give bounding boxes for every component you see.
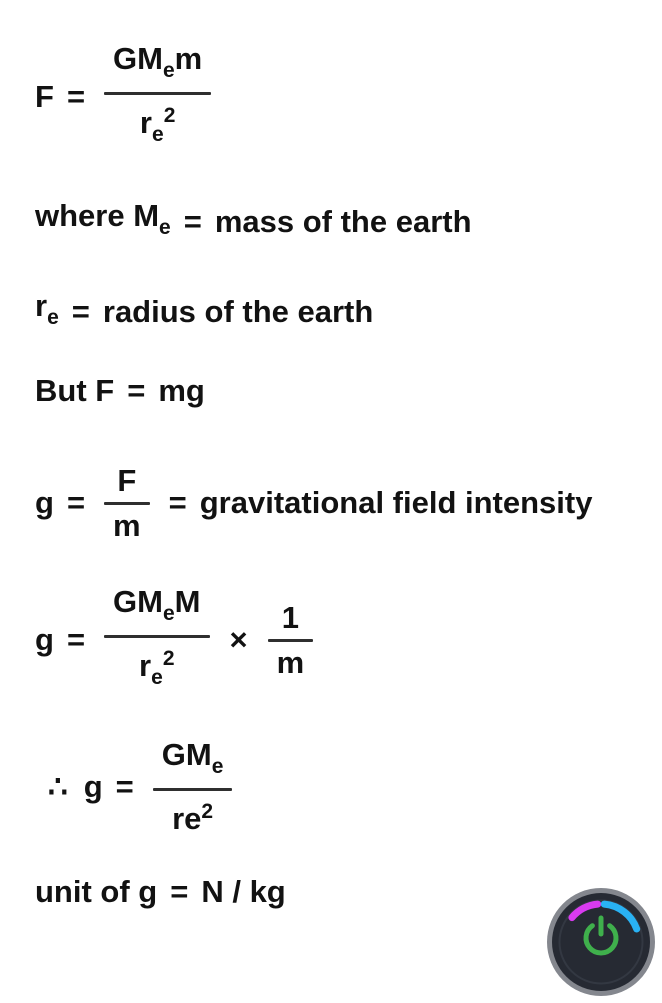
formula-lhs: g <box>35 622 54 657</box>
floating-action-button[interactable] <box>545 886 657 998</box>
fraction-numerator: $GM_em$ <box>113 41 203 82</box>
fraction <box>104 462 150 545</box>
statement-unit-of-g <box>35 872 286 912</box>
fraction-bar <box>104 92 211 95</box>
fraction-denominator: $re^2$ <box>172 800 214 836</box>
fraction-denominator: m <box>113 507 141 543</box>
formula-lhs: g <box>83 769 103 804</box>
definition-radius-of-earth: $r_e$ = radius of the earth <box>35 286 373 338</box>
fraction <box>268 599 314 682</box>
fraction-numerator: 1 <box>281 599 300 635</box>
fraction-denominator: $r_e^2$ <box>139 647 175 689</box>
unit-value: N / kg <box>201 874 286 909</box>
equals-sign: = <box>170 874 189 909</box>
multiplication-sign: × <box>229 622 248 657</box>
fraction-bar <box>104 635 209 638</box>
definition-text: radius of the earth <box>102 294 374 329</box>
fraction-bar <box>153 788 233 791</box>
fraction-numerator: $GM_eM$ <box>113 584 201 625</box>
therefore-sign: ∴ <box>48 769 68 804</box>
formula-g-result <box>48 739 238 835</box>
fraction <box>104 583 209 697</box>
formula-gravitation-force <box>35 41 217 146</box>
formula-lhs: g <box>35 485 54 520</box>
definition-symbol: r <box>35 288 48 323</box>
definition-text: mass of the earth <box>214 204 472 239</box>
fraction-denominator: $r_e^2$ <box>139 104 176 146</box>
equals-sign: = <box>183 204 202 239</box>
statement-f-equals-mg <box>35 371 205 411</box>
definition-mass-of-earth: where $M_e$ = mass of the earth <box>35 196 472 248</box>
statement-prefix: unit of g <box>35 874 158 909</box>
statement-prefix: But F <box>35 373 115 408</box>
equals-sign: = <box>71 294 90 329</box>
equals-sign: = <box>168 485 187 520</box>
fab-body <box>552 893 650 991</box>
equals-sign: = <box>127 373 146 408</box>
power-button-icon <box>545 886 657 998</box>
fraction-numerator: F <box>117 462 137 498</box>
fraction-bar <box>268 639 314 642</box>
formula-field-intensity-definition <box>35 457 592 549</box>
definition-text: gravitational field intensity <box>199 485 593 520</box>
fraction-numerator: $GM_e$ <box>161 737 224 778</box>
equals-sign: = <box>115 769 134 804</box>
definition-symbol: where M <box>35 198 160 233</box>
fraction-denominator: m <box>276 644 305 680</box>
fraction-bar <box>104 502 150 505</box>
statement-rhs: mg <box>158 373 205 408</box>
formula-lhs: F <box>35 79 54 114</box>
equals-sign: = <box>66 79 86 114</box>
fraction <box>153 736 233 838</box>
equals-sign: = <box>66 622 86 657</box>
formula-g-expanded <box>35 584 319 689</box>
fraction <box>104 40 211 154</box>
equals-sign: = <box>66 485 86 520</box>
